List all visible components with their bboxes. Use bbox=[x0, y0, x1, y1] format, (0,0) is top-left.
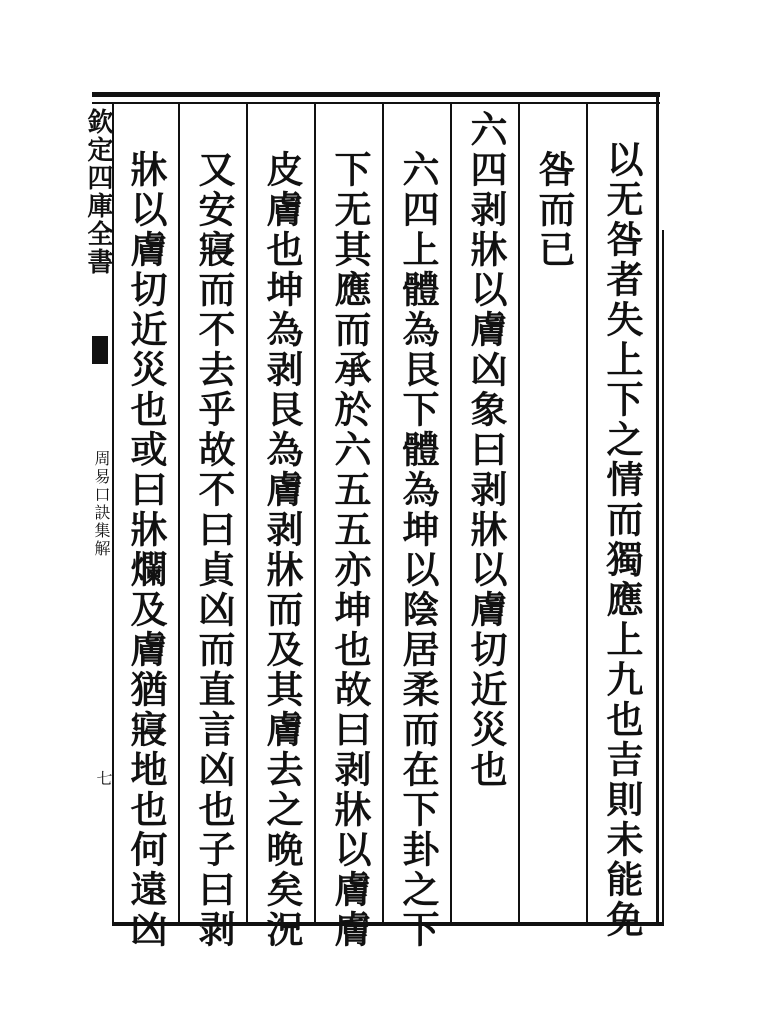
column-divider bbox=[450, 104, 452, 922]
top-border bbox=[92, 92, 660, 97]
text-column-6: 皮膚也坤為剥艮為膚剥牀而及其膚去之晩矣況 bbox=[260, 150, 304, 950]
column-divider bbox=[586, 104, 588, 922]
text-column-7: 又安寢而不去乎故不曰貞凶而直言凶也子曰剥 bbox=[192, 150, 236, 950]
margin-title: 欽定四庫全書 bbox=[83, 108, 113, 276]
text-column-8: 牀以膚切近災也或曰牀爛及膚猶寢地也何遠凶 bbox=[124, 150, 168, 950]
column-divider bbox=[246, 104, 248, 922]
column-divider bbox=[314, 104, 316, 922]
text-column-3: 六四剥牀以膚凶象曰剥牀以膚切近災也 bbox=[464, 110, 508, 790]
text-column-1: 以无咎者失上下之情而獨應上九也吉則未能免 bbox=[600, 140, 644, 940]
right-border-outer bbox=[662, 230, 664, 926]
margin-book-title: 周易口訣集解 bbox=[92, 450, 111, 558]
text-column-2: 咎而已 bbox=[532, 150, 576, 270]
margin-page-number: 七 bbox=[94, 770, 113, 786]
column-divider bbox=[518, 104, 520, 922]
right-border bbox=[656, 92, 659, 926]
fish-tail-mark bbox=[92, 336, 108, 364]
text-column-5: 下无其應而承於六五五亦坤也故曰剥牀以膚膚 bbox=[328, 150, 372, 950]
column-divider bbox=[382, 104, 384, 922]
column-divider bbox=[178, 104, 180, 922]
text-column-4: 六四上體為艮下體為坤以陰居柔而在下卦之下 bbox=[396, 150, 440, 950]
